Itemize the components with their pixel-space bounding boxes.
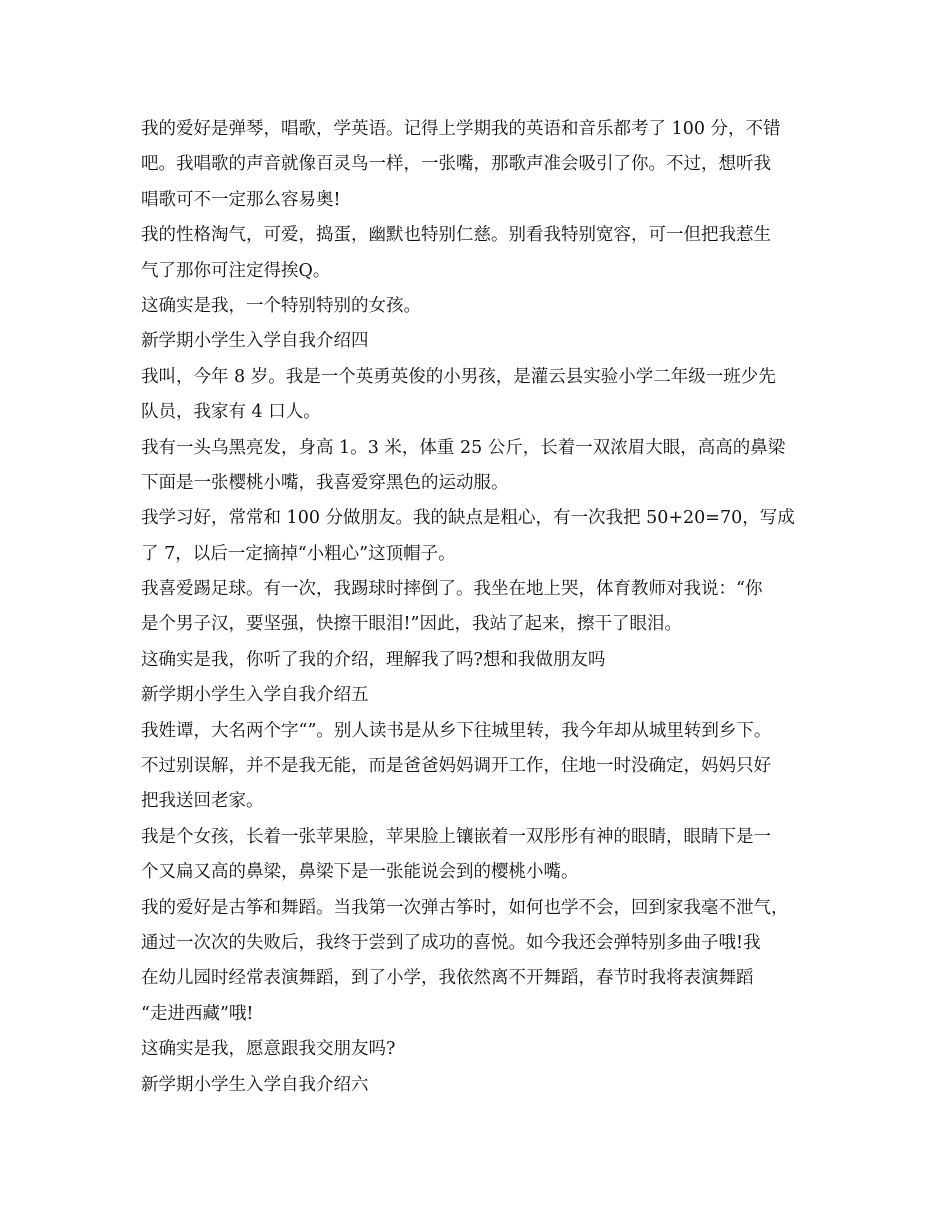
paragraph-line: 我学习好，常常和 100 分做朋友。我的缺点是粗心，有一次我把 50+20=70，写成 xyxy=(141,508,795,529)
paragraph-line: 这确实是我，你听了我的介绍，理解我了吗?想和我做朋友吗 xyxy=(141,649,606,670)
paragraph-line: 我叫，今年 8 岁。我是一个英勇英俊的小男孩，是灌云县实验小学二年级一班少先 xyxy=(141,366,776,387)
paragraph-line: 这确实是我，一个特别特别的女孩。 xyxy=(141,295,421,316)
section-heading: 新学期小学生入学自我介绍六 xyxy=(141,1074,369,1095)
paragraph-line: 在幼儿园时经常表演舞蹈，到了小学，我依然离不开舞蹈，春节时我将表演舞蹈 xyxy=(141,968,754,989)
paragraph-line: 我有一头乌黑亮发，身高 1。3 米，体重 25 公斤，长着一双浓眉大眼，高高的鼻梁 xyxy=(141,437,786,458)
paragraph-line: “走进西藏”哦! xyxy=(141,1003,254,1024)
document-body xyxy=(141,112,821,1103)
paragraph-line: 队员，我家有 4 口人。 xyxy=(141,402,321,423)
paragraph-line: 不过别误解，并不是我无能，而是爸爸妈妈调开工作，住地一时没确定，妈妈只好 xyxy=(141,756,771,777)
paragraph-line: 这确实是我，愿意跟我交朋友吗? xyxy=(141,1039,396,1060)
paragraph-line: 下面是一张樱桃小嘴，我喜爱穿黑色的运动服。 xyxy=(141,472,509,493)
paragraph-line: 吧。我唱歌的声音就像百灵鸟一样，一张嘴，那歌声准会吸引了你。不过，想听我 xyxy=(141,154,771,175)
paragraph-line: 通过一次次的失败后，我终于尝到了成功的喜悦。如今我还会弹特别多曲子哦!我 xyxy=(141,932,761,953)
paragraph-line: 了 7，以后一定摘掉“小粗心”这顶帽子。 xyxy=(141,543,456,564)
section-heading: 新学期小学生入学自我介绍四 xyxy=(141,331,369,352)
section-heading: 新学期小学生入学自我介绍五 xyxy=(141,685,369,706)
paragraph-line: 我姓谭，大名两个字“”。别人读书是从乡下往城里转，我今年却从城里转到乡下。 xyxy=(141,720,772,741)
paragraph-line: 我的性格淘气，可爱，捣蛋，幽默也特别仁慈。别看我特别宽容，可一但把我惹生 xyxy=(141,225,771,246)
paragraph-line: 唱歌可不一定那么容易奥! xyxy=(141,189,341,210)
paragraph-line: 我的爱好是弹琴，唱歌，学英语。记得上学期我的英语和音乐都考了 100 分，不错 xyxy=(141,119,781,139)
paragraph-line: 把我送回老家。 xyxy=(141,791,264,812)
paragraph-line: 我喜爱踢足球。有一次，我踢球时摔倒了。我坐在地上哭，体育教师对我说：“你 xyxy=(141,579,763,600)
paragraph-line: 我的爱好是古筝和舞蹈。当我第一次弹古筝时，如何也学不会，回到家我毫不泄气， xyxy=(141,897,789,918)
paragraph-line: 是个男子汉，要坚强，快擦干眼泪!”因此，我站了起来，擦干了眼泪。 xyxy=(141,614,682,635)
paragraph-line: 气了那你可注定得挨Q。 xyxy=(141,260,331,281)
paragraph-line: 我是个女孩，长着一张苹果脸，苹果脸上镶嵌着一双彤彤有神的眼睛，眼睛下是一 xyxy=(141,826,771,847)
paragraph-line: 个又扁又高的鼻梁，鼻梁下是一张能说会到的樱桃小嘴。 xyxy=(141,862,579,883)
